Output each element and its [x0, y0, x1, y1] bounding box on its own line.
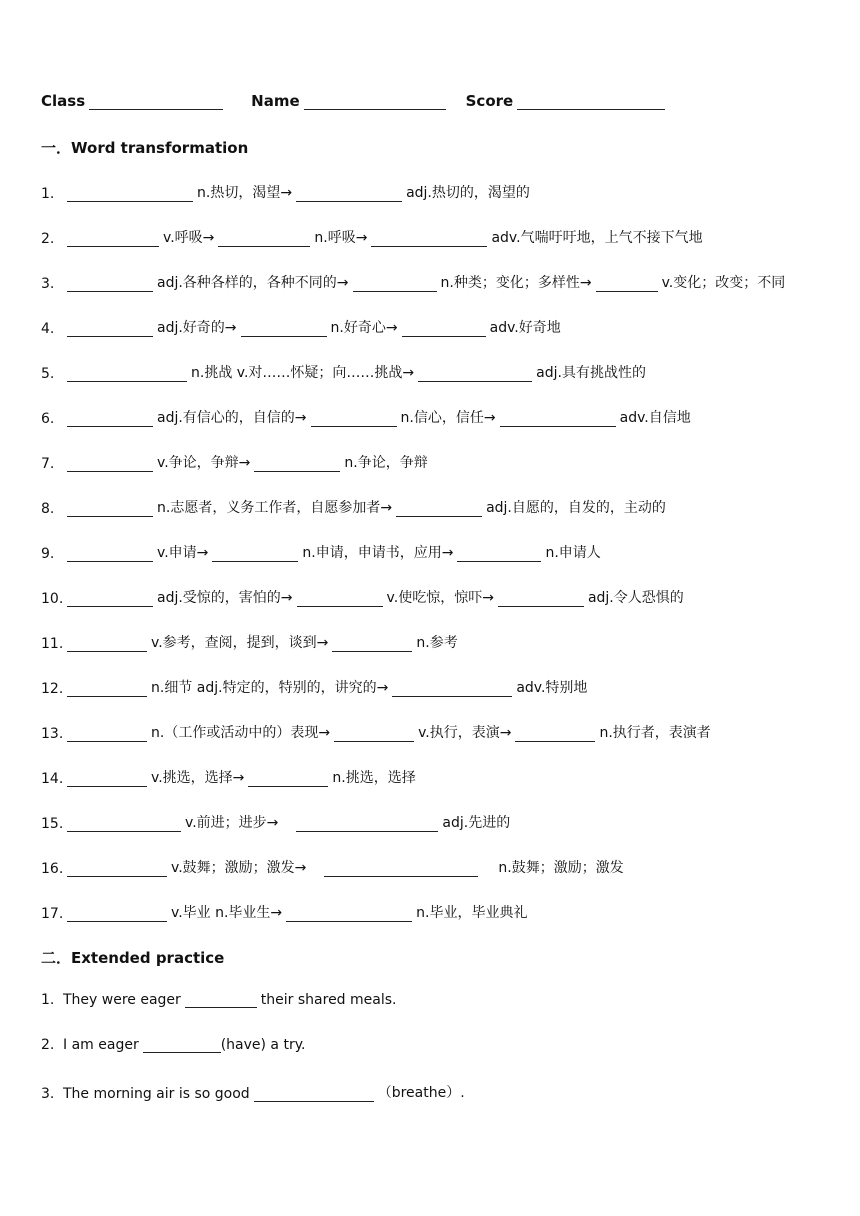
answer-blank[interactable] — [67, 728, 147, 742]
item-text: n.申请，申请书，应用→ — [302, 545, 454, 561]
answer-blank[interactable] — [392, 683, 512, 697]
answer-blank[interactable] — [296, 818, 438, 832]
item-number: 9. — [41, 546, 55, 562]
answer-blank[interactable] — [212, 548, 298, 562]
item-number: 3. — [41, 276, 55, 292]
item-text: adv.自信地 — [619, 410, 691, 426]
list-item — [41, 1037, 305, 1053]
list-item — [41, 362, 646, 382]
item-number: 7. — [41, 456, 55, 472]
item-text: n.鼓舞；激励；激发 — [498, 860, 624, 876]
answer-blank[interactable] — [457, 548, 541, 562]
answer-blank[interactable] — [334, 728, 414, 742]
answer-blank[interactable] — [254, 1088, 374, 1102]
list-item — [41, 992, 396, 1008]
item-text: n.信心，信任→ — [400, 410, 496, 426]
item-text: v.争论，争辩→ — [157, 455, 251, 471]
item-text: n.挑战 v.对……怀疑；向……挑战→ — [191, 365, 415, 381]
item-text: adj.热切的，渴望的 — [406, 185, 530, 201]
item-text: n.种类；变化；多样性→ — [440, 275, 592, 291]
item-text: n.争论，争辩 — [344, 455, 428, 471]
answer-blank[interactable] — [596, 278, 658, 292]
answer-blank[interactable] — [286, 908, 412, 922]
item-text: adj.先进的 — [442, 815, 511, 831]
item-text: v.挑选，选择→ — [151, 770, 245, 786]
item-text: v.毕业 n.毕业生→ — [171, 905, 283, 921]
answer-blank[interactable] — [311, 413, 397, 427]
item-text: (have) a try. — [220, 1037, 306, 1053]
item-text: v.申请→ — [157, 545, 209, 561]
answer-blank[interactable] — [143, 1039, 221, 1053]
name-blank[interactable] — [304, 96, 446, 110]
list-item — [41, 542, 601, 562]
answer-blank[interactable] — [67, 638, 147, 652]
item-text: n.呼吸→ — [314, 230, 368, 246]
item-number: 1. — [41, 992, 55, 1008]
item-text: v.变化；改变；不同 — [661, 275, 786, 291]
answer-blank[interactable] — [67, 593, 153, 607]
answer-blank[interactable] — [67, 548, 153, 562]
answer-blank[interactable] — [396, 503, 482, 517]
item-text: They were eager — [63, 992, 181, 1008]
item-number: 1. — [41, 186, 55, 202]
answer-blank[interactable] — [67, 863, 167, 877]
answer-blank[interactable] — [185, 994, 257, 1008]
item-text: v.使吃惊，惊吓→ — [386, 590, 494, 606]
item-number: 2. — [41, 231, 55, 247]
answer-blank[interactable] — [353, 278, 437, 292]
item-text: their shared meals. — [260, 992, 397, 1008]
name-label: Name — [251, 92, 300, 110]
list-item — [41, 632, 458, 652]
answer-blank[interactable] — [67, 773, 147, 787]
score-blank[interactable] — [517, 96, 665, 110]
item-text: I am eager — [63, 1037, 139, 1053]
item-text: n.挑选，选择 — [332, 770, 416, 786]
list-item — [41, 497, 666, 517]
list-item — [41, 902, 527, 922]
answer-blank[interactable] — [371, 233, 487, 247]
item-text: （breathe）. — [377, 1085, 465, 1101]
header-row — [41, 92, 669, 110]
class-label: Class — [41, 92, 86, 110]
list-item — [41, 767, 416, 787]
item-number: 17. — [41, 906, 64, 922]
answer-blank[interactable] — [67, 683, 147, 697]
list-item — [41, 722, 711, 742]
item-number: 14. — [41, 771, 64, 787]
item-text: adv.特别地 — [516, 680, 588, 696]
list-item — [41, 272, 785, 292]
item-text: adj.有信心的，自信的→ — [157, 410, 307, 426]
answer-blank[interactable] — [67, 818, 181, 832]
section2-title: 二．Extended practice — [41, 949, 225, 967]
list-item — [41, 317, 561, 337]
item-text: adj.自愿的，自发的，主动的 — [486, 500, 666, 516]
answer-blank[interactable] — [498, 593, 584, 607]
answer-blank[interactable] — [296, 188, 402, 202]
answer-blank[interactable] — [241, 323, 327, 337]
answer-blank[interactable] — [515, 728, 595, 742]
answer-blank[interactable] — [324, 863, 478, 877]
item-number: 8. — [41, 501, 55, 517]
score-label: Score — [465, 92, 514, 110]
answer-blank[interactable] — [332, 638, 412, 652]
answer-blank[interactable] — [500, 413, 616, 427]
item-number: 6. — [41, 411, 55, 427]
item-number: 10. — [41, 591, 64, 607]
item-text: n.（工作或活动中的）表现→ — [151, 725, 331, 741]
item-text: adj.受惊的，害怕的→ — [157, 590, 293, 606]
item-text: n.申请人 — [545, 545, 601, 561]
answer-blank[interactable] — [67, 188, 193, 202]
item-text: n.执行者，表演者 — [599, 725, 711, 741]
answer-blank[interactable] — [67, 233, 159, 247]
item-text: adv.好奇地 — [489, 320, 561, 336]
answer-blank[interactable] — [67, 278, 153, 292]
item-text: adj.好奇的→ — [157, 320, 237, 336]
answer-blank[interactable] — [67, 908, 167, 922]
item-number: 4. — [41, 321, 55, 337]
item-text: v.呼吸→ — [163, 230, 215, 246]
list-item — [41, 587, 684, 607]
list-item — [41, 182, 530, 202]
item-number: 15. — [41, 816, 64, 832]
list-item — [41, 857, 624, 877]
list-item — [41, 452, 428, 472]
answer-blank[interactable] — [254, 458, 340, 472]
list-item — [41, 812, 510, 832]
list-item — [41, 227, 703, 247]
item-text: The morning air is so good — [63, 1086, 250, 1102]
answer-blank[interactable] — [418, 368, 532, 382]
item-number: 5. — [41, 366, 55, 382]
list-item — [41, 677, 587, 697]
answer-blank[interactable] — [67, 368, 187, 382]
item-number: 3. — [41, 1086, 55, 1102]
item-text: n.志愿者，义务工作者，自愿参加者→ — [157, 500, 393, 516]
item-text: v.执行，表演→ — [418, 725, 512, 741]
answer-blank[interactable] — [248, 773, 328, 787]
list-item — [41, 407, 691, 427]
item-text: v.鼓舞；激励；激发→ — [171, 860, 307, 876]
item-number: 12. — [41, 681, 64, 697]
item-text: n.热切，渴望→ — [197, 185, 293, 201]
item-text: adj.各种各样的，各种不同的→ — [157, 275, 349, 291]
answer-blank[interactable] — [67, 458, 153, 472]
item-number: 11. — [41, 636, 64, 652]
answer-blank[interactable] — [67, 503, 153, 517]
item-text: n.参考 — [416, 635, 458, 651]
answer-blank[interactable] — [402, 323, 486, 337]
item-number: 16. — [41, 861, 64, 877]
item-text: adj.令人恐惧的 — [587, 590, 684, 606]
item-text: v.参考，查阅，提到，谈到→ — [151, 635, 329, 651]
item-text: adv.气喘吁吁地，上气不接下气地 — [491, 230, 703, 246]
answer-blank[interactable] — [297, 593, 383, 607]
item-number: 13. — [41, 726, 64, 742]
class-blank[interactable] — [89, 96, 223, 110]
answer-blank[interactable] — [218, 233, 310, 247]
section1-title: 一．Word transformation — [41, 139, 249, 157]
item-text: v.前进；进步→ — [185, 815, 279, 831]
answer-blank[interactable] — [67, 323, 153, 337]
item-text: n.细节 adj.特定的，特别的，讲究的→ — [151, 680, 389, 696]
item-text: n.毕业，毕业典礼 — [416, 905, 528, 921]
item-text: n.好奇心→ — [330, 320, 398, 336]
item-text: adj.具有挑战性的 — [536, 365, 646, 381]
answer-blank[interactable] — [67, 413, 153, 427]
list-item — [41, 1082, 465, 1102]
item-number: 2. — [41, 1037, 55, 1053]
